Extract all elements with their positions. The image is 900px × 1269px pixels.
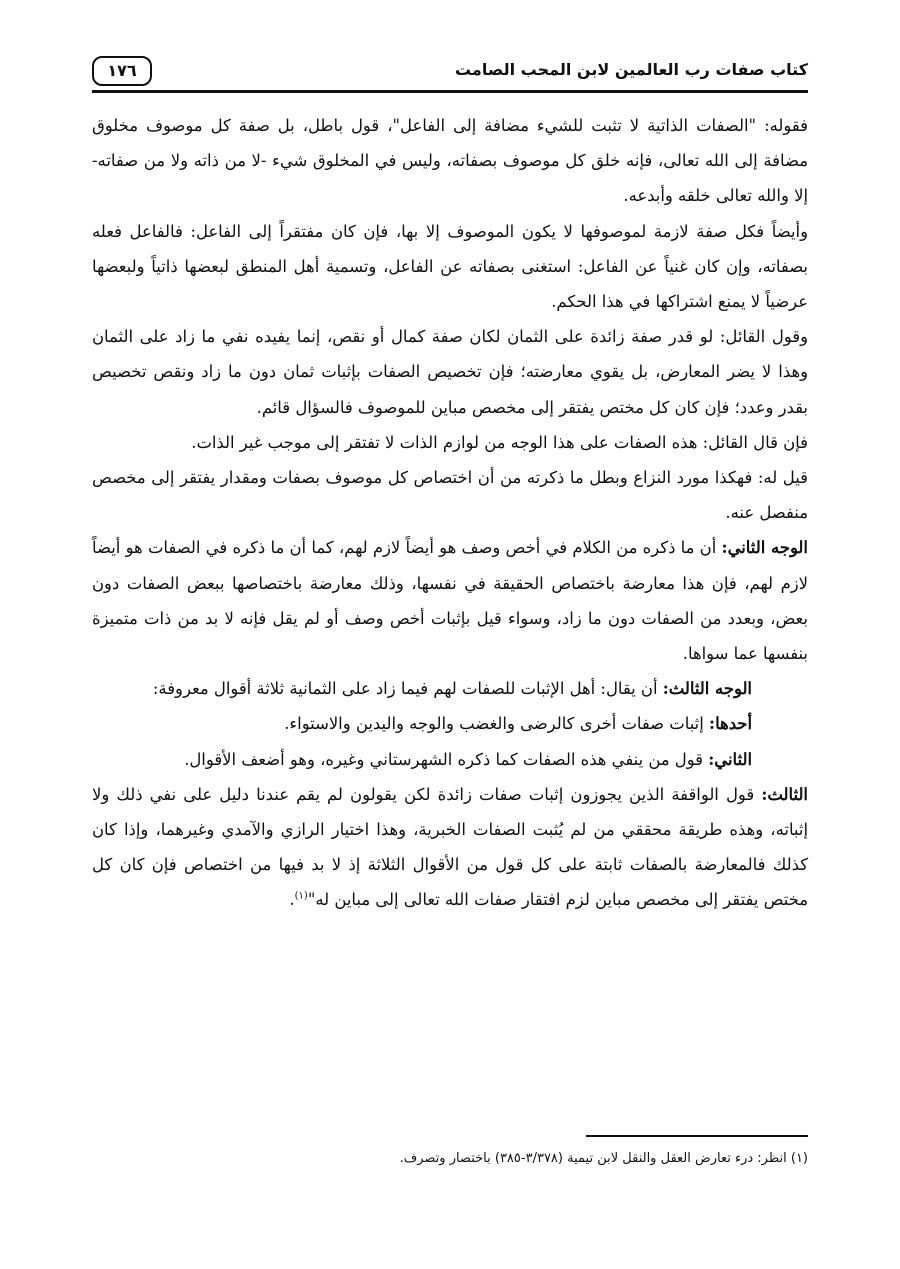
footnote-divider	[586, 1135, 808, 1137]
book-title: كتاب صفات رب العالمين لابن المحب الصامت	[454, 60, 808, 79]
paragraph-label: الثالث:	[761, 784, 808, 804]
paragraph-text: قيل له: فهكذا مورد النزاع وبطل ما ذكرته من أن اختصاص كل موصوف بصفات ومقدار يفتقر إلى مخصص منفصل عنه.	[92, 468, 808, 523]
paragraph	[92, 214, 808, 320]
paragraph	[92, 671, 808, 706]
paragraph	[92, 319, 808, 425]
paragraph-text: وأيضاً فكل صفة لازمة لموصوفها لا يكون الموصوف إلا بها، فإن كان مفتقراً إلى الفاعل: فالفاعل فعله بصفاته، وإن كان غنياً عن الفاعل: استغنى بصفاته عن الفاعل، وتسمية أهل المنطق لبعضها ذاتياً ولبعضها عرضياً لا يمنع اشتراكها في هذا الحكم.	[92, 221, 808, 312]
paragraph-text: وقول القائل: لو قدر صفة زائدة على الثمان لكان صفة كمال أو نقص، إنما يفيده نفي ما زاد على الثمان وهذا لا يضر المعارض، بل يقوي معارضته؛ فإن تخصيص الصفات بإثبات ثمان دون ما زاد ونقص تخصيص بقدر وعدد؛ فإن كان كل مختص يفتقر إلى مخصص مباين للموصوف فالسؤال قائم.	[92, 327, 808, 417]
footnote-reference[interactable]: (١)	[294, 891, 308, 902]
paragraph	[92, 425, 808, 460]
paragraph	[92, 108, 808, 214]
paragraph	[92, 742, 808, 777]
footnote: (١) انظر: درء تعارض العقل والنقل لابن تيمية (٣/٣٧٨-٣٨٥) باختصار وتصرف.	[399, 1151, 808, 1166]
paragraph-label: الوجه الثالث:	[662, 679, 752, 699]
paragraph-text: أن ما ذكره من الكلام في أخص وصف هو أيضاً لازم لهم، كما أن ما ذكره في الصفات هو أيضاً لازم لهم، فإن هذا معارضة باختصاص الحقيقة في نفسها، وذلك معارضة باختصاصها ببعض الصفات دون بعض، وبعدد من الصفات دون ما زاد، وسواء قيل بإثبات أخص وصف أو لم يقل فإنه لا بد من ذات متميزة بنفسها عما سواها.	[92, 538, 808, 664]
paragraph	[92, 777, 808, 918]
paragraph-text: فإن قال القائل: هذه الصفات على هذا الوجه من لوازم الذات لا تفتقر إلى موجب غير الذات.	[191, 432, 808, 452]
paragraph-text: قول من ينفي هذه الصفات كما ذكره الشهرستاني وغيره، وهو أضعف الأقوال.	[184, 749, 709, 769]
paragraph-text: إثبات صفات أخرى كالرضى والغضب والوجه واليدين والاستواء.	[284, 714, 710, 734]
paragraph-tail: .	[289, 890, 295, 910]
paragraph	[92, 530, 808, 671]
body-text	[92, 108, 808, 918]
page-header	[92, 50, 808, 93]
paragraph-text: فقوله: "الصفات الذاتية لا تثبت للشيء مضافة إلى الفاعل"، قول باطل، بل صفة كل موصوف مخلوق مضافة إلى الله تعالى، فإنه خلق كل موصوف بصفاته، وليس في المخلوق شيء -لا من ذاته ولا من صفاته- إلا والله تعالى خلقه وأبدعه.	[92, 116, 808, 206]
paragraph-text: قول الواقفة الذين يجوزون إثبات صفات زائدة لكن يقولون لم يقم عندنا دليل على نفي ذلك ولا إثباته، وهذه طريقة محققي من لم يُثبت الصفات الخبرية، وهذا اختيار الرازي والآمدي وغيرهما، وإذا كان كذلك فالمعارضة بالصفات ثابتة على كل قول من الأقوال الثلاثة إذ لا بد فيها من اختصاص فإن كان كل مختص يفتقر إلى مخصص مباين لزم افتقار صفات الله تعالى إلى مباين له"	[92, 784, 808, 910]
page-number: ١٧٦	[92, 56, 152, 86]
paragraph-label: الثاني:	[708, 749, 752, 769]
paragraph-text: أن يقال: أهل الإثبات للصفات لهم فيما زاد على الثمانية ثلاثة أقوال معروفة:	[152, 679, 663, 699]
paragraph-label: أحدها:	[709, 714, 752, 734]
paragraph	[92, 460, 808, 530]
paragraph	[92, 706, 808, 741]
paragraph-label: الوجه الثاني:	[721, 538, 808, 558]
